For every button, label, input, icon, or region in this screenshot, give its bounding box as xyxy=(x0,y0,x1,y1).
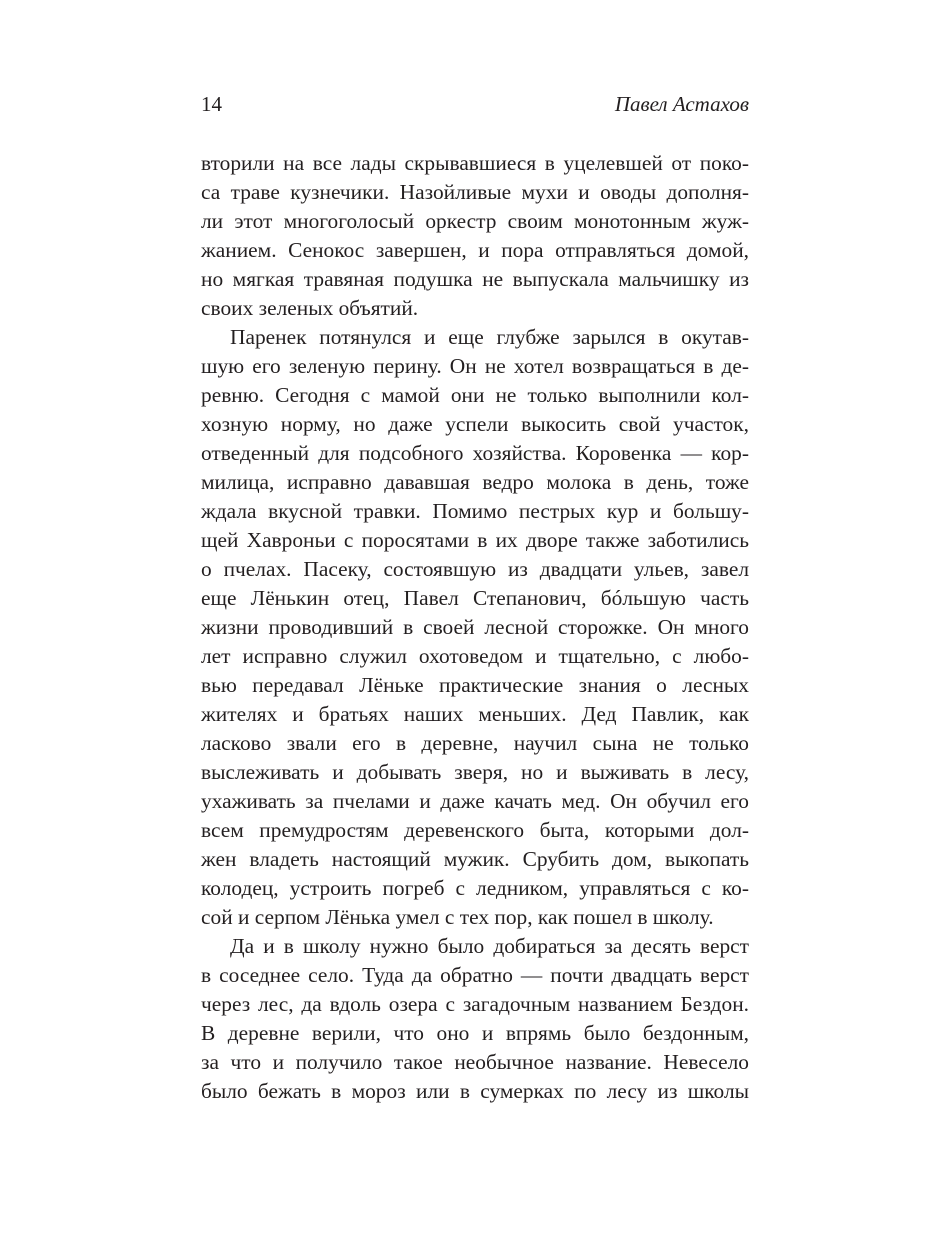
text-line: еще Лёнькин отец, Павел Степанович, бóльшую часть xyxy=(201,586,749,610)
page-header xyxy=(201,90,749,122)
text-line: жизни проводивший в своей лесной сторожке. Он много xyxy=(201,615,749,639)
text-line: вторили на все лады скрывавшиеся в уцелевшей от поко- xyxy=(201,151,749,175)
text-line: выслеживать и добывать зверя, но и выживать в лесу, xyxy=(201,760,749,784)
text-line: своих зеленых объятий. xyxy=(201,296,419,320)
running-title: Павел Астахов xyxy=(614,92,749,116)
text-line: Паренек потянулся и еще глубже зарылся в окутав- xyxy=(230,325,749,349)
text-line: всем премудростям деревенского быта, которыми дол- xyxy=(201,818,749,842)
text-line: са траве кузнечики. Назойливые мухи и оводы дополня- xyxy=(201,180,749,204)
text-line: отведенный для подсобного хозяйства. Коровенка — кор- xyxy=(201,441,749,465)
text-line: вью передавал Лёньке практические знания о лесных xyxy=(201,673,749,697)
text-line: сой и серпом Лёнька умел с тех пор, как пошел в школу. xyxy=(201,905,714,929)
text-line: хозную норму, но даже успели выкосить свой участок, xyxy=(201,412,749,436)
text-line: шую его зеленую перину. Он не хотел возвращаться в де- xyxy=(201,354,749,378)
text-line: лет исправно служил охотоведом и тщательно, с любо- xyxy=(201,644,749,668)
text-line: ли этот многоголосый оркестр своим монотонным жуж- xyxy=(201,209,749,233)
text-line: щей Хавроньи с поросятами в их дворе также заботились xyxy=(201,528,749,552)
text-line: жен владеть настоящий мужик. Срубить дом, выкопать xyxy=(201,847,749,871)
text-line: ждала вкусной травки. Помимо пестрых кур и большу- xyxy=(201,499,749,523)
body-text xyxy=(201,149,749,1106)
text-line: ухаживать за пчелами и даже качать мед. Он обучил его xyxy=(201,789,749,813)
text-line: ревню. Сегодня с мамой они не только выполнили кол- xyxy=(201,383,749,407)
text-line: ласково звали его в деревне, научил сына не только xyxy=(201,731,749,755)
text-line: через лес, да вдоль озера с загадочным названием Бездон. xyxy=(201,992,749,1016)
text-line: жителях и братьях наших меньших. Дед Павлик, как xyxy=(201,702,749,726)
text-line: в соседнее село. Туда да обратно — почти двадцать верст xyxy=(201,963,749,987)
page-number: 14 xyxy=(201,92,222,116)
text-line: жанием. Сенокос завершен, и пора отправляться домой, xyxy=(201,238,749,262)
text-line: милица, исправно дававшая ведро молока в день, тоже xyxy=(201,470,749,494)
text-line: В деревне верили, что оно и впрямь было бездонным, xyxy=(201,1021,749,1045)
text-line: было бежать в мороз или в сумерках по лесу из школы xyxy=(201,1079,749,1103)
text-line: за что и получило такое необычное название. Невесело xyxy=(201,1050,749,1074)
text-line: о пчелах. Пасеку, состоявшую из двадцати ульев, завел xyxy=(201,557,749,581)
text-line: Да и в школу нужно было добираться за десять верст xyxy=(230,934,749,958)
text-line: колодец, устроить погреб с ледником, управляться с ко- xyxy=(201,876,749,900)
text-line: но мягкая травяная подушка не выпускала мальчишку из xyxy=(201,267,749,291)
